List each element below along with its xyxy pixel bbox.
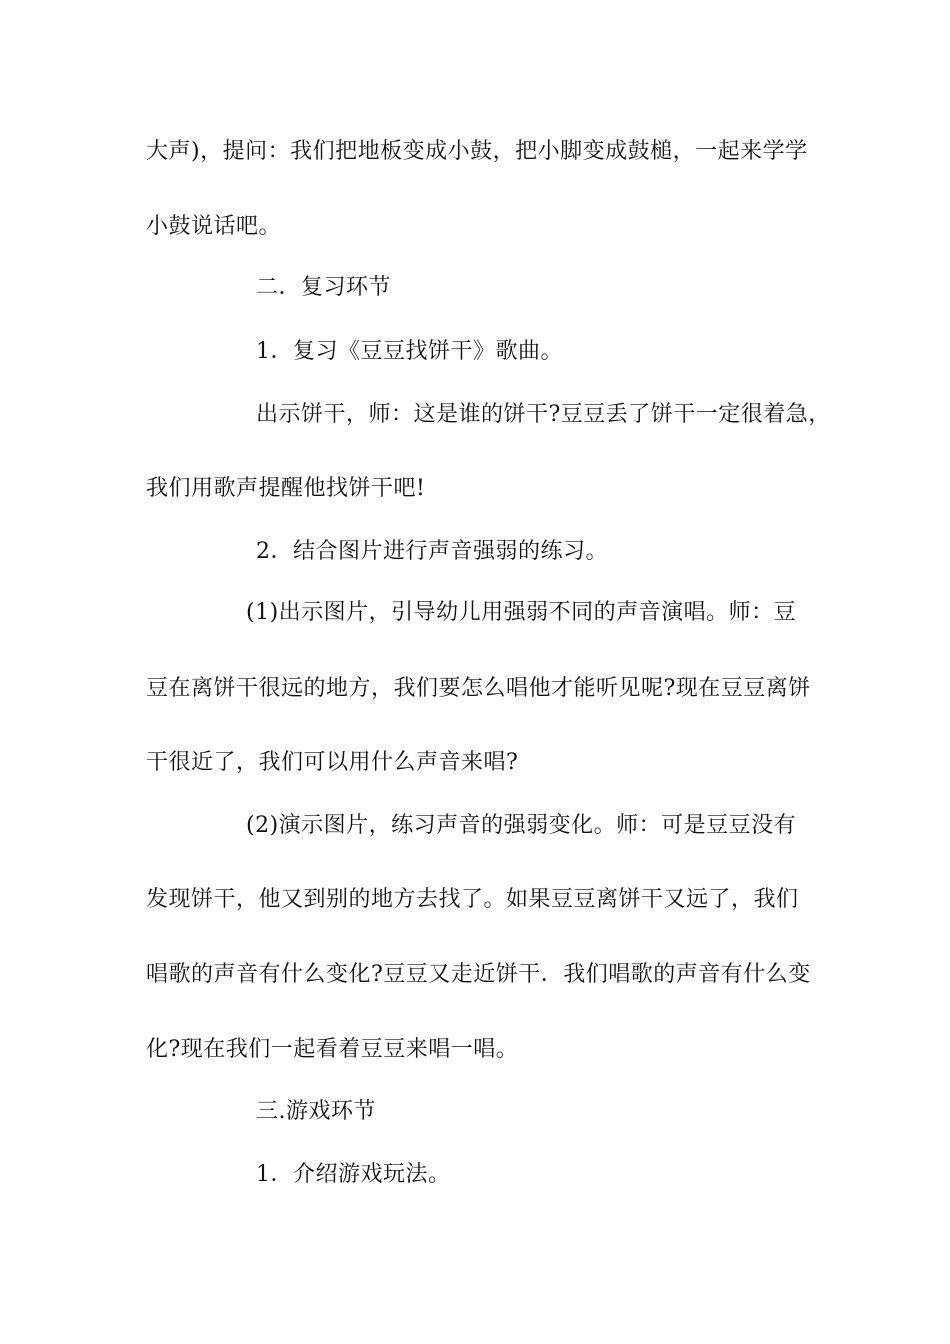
list-item: 1．介绍游戏玩法。 [256, 1162, 451, 1187]
paragraph-line: 干很近了，我们可以用什么声音来唱? [146, 750, 519, 775]
list-item: 1．复习《豆豆找饼干》歌曲。 [256, 339, 563, 364]
paragraph-line: 豆在离饼干很远的地方，我们要怎么唱他才能听见呢?现在豆豆离饼 [146, 676, 811, 701]
paragraph-line: 大声)，提问：我们把地板变成小鼓，把小脚变成鼓槌，一起来学学 [146, 139, 808, 164]
paragraph-line: (2)演示图片，练习声音的强弱变化。师：可是豆豆没有 [246, 813, 797, 838]
paragraph-line: 唱歌的声音有什么变化?豆豆又走近饼干．我们唱歌的声音有什么变 [146, 962, 811, 987]
paragraph-line: 我们用歌声提醒他找饼干吧! [146, 476, 426, 501]
paragraph-line: 小鼓说话吧。 [146, 214, 282, 239]
paragraph-line: 出示饼干，师：这是谁的饼干?豆豆丢了饼干一定很着急， [256, 402, 831, 427]
section-heading: 三.游戏环节 [256, 1099, 376, 1124]
paragraph-line: (1)出示图片，引导幼儿用强弱不同的声音演唱。师：豆 [246, 600, 797, 625]
list-item: 2．结合图片进行声音强弱的练习。 [256, 539, 608, 564]
section-heading: 二．复习环节 [256, 275, 392, 300]
paragraph-line: 发现饼干，他又到别的地方去找了。如果豆豆离饼干又远了，我们 [146, 887, 799, 912]
paragraph-line: 化?现在我们一起看着豆豆来唱一唱。 [146, 1037, 519, 1062]
